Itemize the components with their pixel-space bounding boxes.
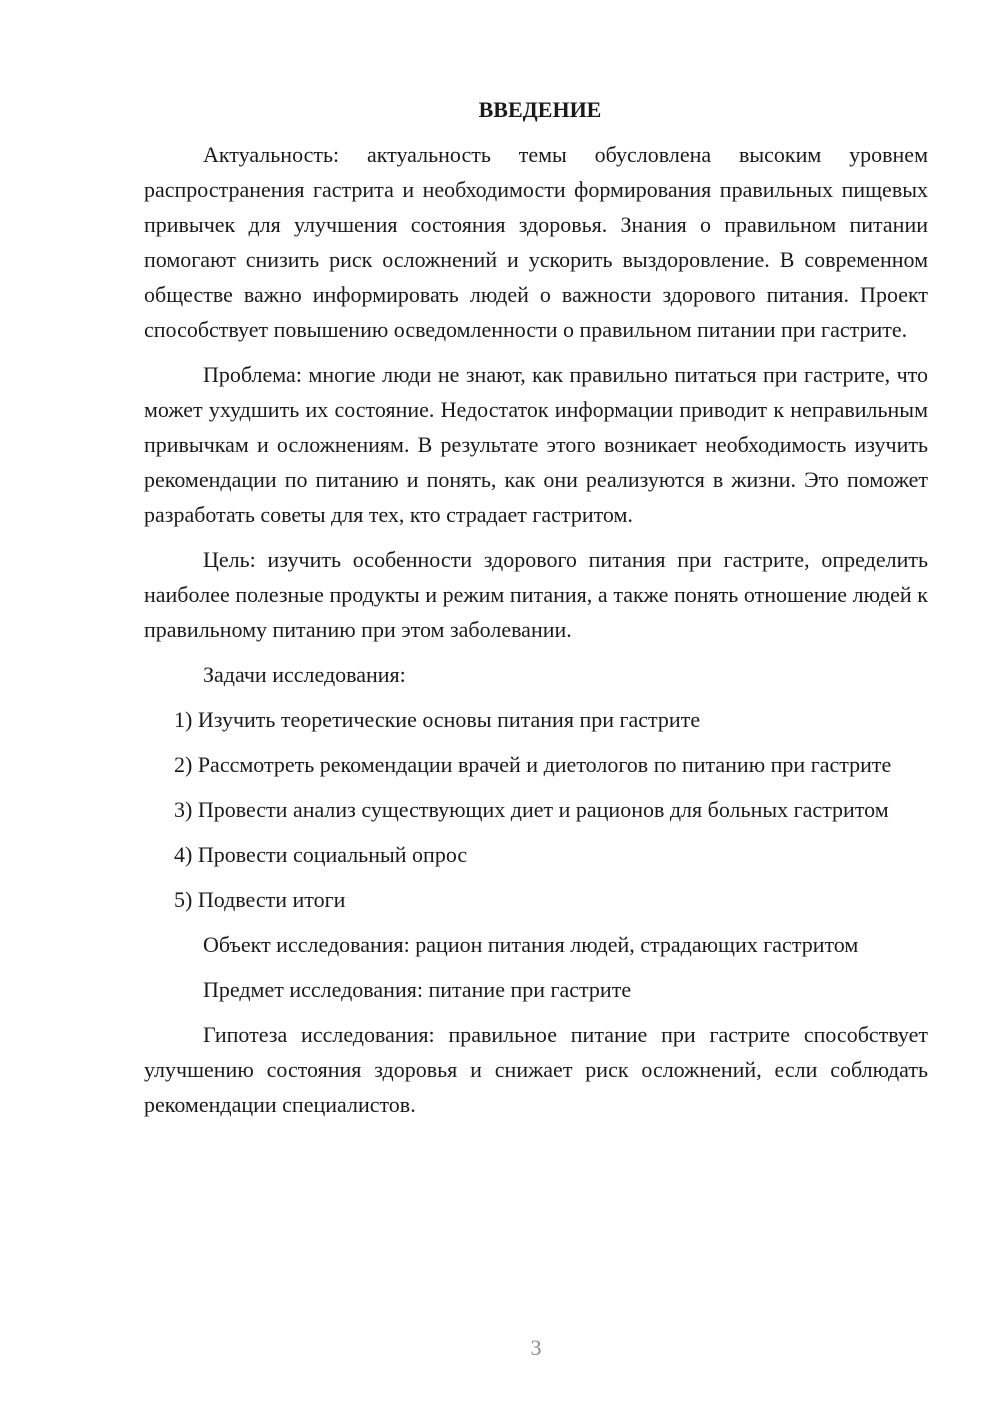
- task-item-1: 1) Изучить теоретические основы питания при гастрите: [174, 707, 701, 732]
- problem-paragraph: Проблема: многие люди не знают, как правильно питаться при гастрите, что может ухудшить их состояние. Недостаток информации приводит к неправильным привычкам и осложнениям. В результате этого возникает необходимость изучить рекомендации по питанию и понять, как они реализуются в жизни. Это поможет разработать советы для тех, кто страдает гастритом.: [144, 362, 928, 527]
- task-item-5: 5) Подвести итоги: [174, 887, 346, 912]
- document-body: [144, 92, 928, 1132]
- task-item-4: 4) Провести социальный опрос: [174, 842, 468, 867]
- task-item-2: 2) Рассмотреть рекомендации врачей и диетологов по питанию при гастрите: [174, 752, 892, 777]
- tasks-list: [144, 702, 928, 917]
- subject-paragraph: Предмет исследования: питание при гастрите: [203, 977, 632, 1002]
- goal-paragraph: Цель: изучить особенности здорового питания при гастрите, определить наиболее полезные продукты и режим питания, а также понять отношение людей к правильному питанию при этом заболевании.: [144, 547, 928, 642]
- hypothesis-paragraph: Гипотеза исследования: правильное питание при гастрите способствует улучшению состояния здоровья и снижает риск осложнений, если соблюдать рекомендации специалистов.: [144, 1022, 928, 1117]
- tasks-heading: Задачи исследования:: [203, 662, 406, 687]
- page-number: 3: [530, 1335, 542, 1360]
- relevance-paragraph: Актуальность: актуальность темы обусловлена высоким уровнем распространения гастрита и необходимости формирования правильных пищевых привычек для улучшения состояния здоровья. Знания о правильном питании помогают снизить риск осложнений и ускорить выздоровление. В современном обществе важно информировать людей о важности здорового питания. Проект способствует повышению осведомленности о правильном питании при гастрите.: [144, 142, 928, 342]
- object-paragraph: Объект исследования: рацион питания людей, страдающих гастритом: [203, 932, 859, 957]
- task-item-3: 3) Провести анализ существующих диет и рационов для больных гастритом: [174, 797, 889, 822]
- page-title: ВВЕДЕНИЕ: [478, 97, 602, 122]
